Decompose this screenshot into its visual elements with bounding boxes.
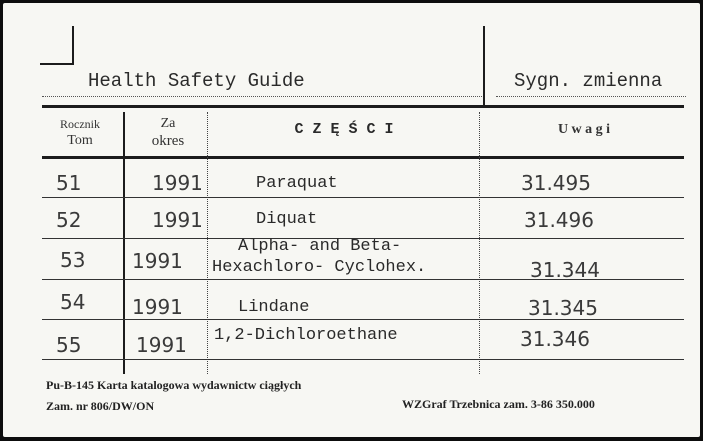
- table-row-czesc: Alpha- and Beta-: [238, 237, 402, 256]
- table-row-czesc-line2: Hexachloro- Cyclohex.: [212, 258, 427, 277]
- header-za: Za: [160, 116, 176, 131]
- signature-dotted-line: [496, 96, 686, 97]
- table-row-okres: 1991: [152, 208, 203, 232]
- table-row-tom: 54: [60, 290, 86, 314]
- table-row-czesc: Diquat: [256, 210, 318, 229]
- table-row-uwagi: 31.345: [528, 296, 598, 320]
- table-row-tom: 55: [56, 333, 82, 357]
- table-row-okres: 1991: [136, 333, 187, 357]
- catalog-card: [3, 3, 700, 437]
- header-top-line: [42, 105, 684, 108]
- title-dotted-line: [42, 96, 482, 97]
- column-divider-1: [123, 112, 125, 374]
- footer-form-id: Pu-B-145 Karta katalogowa wydawnictw ciągłych: [46, 378, 302, 392]
- table-row-tom: 53: [60, 248, 86, 272]
- footer-order-number: Zam. nr 806/DW/ON: [46, 399, 155, 413]
- row-line-1: [42, 197, 684, 198]
- corner-mark-vertical: [72, 26, 74, 64]
- table-row-czesc: Paraquat: [256, 174, 338, 193]
- header-bottom-line: [42, 156, 684, 159]
- header-tom: Tom: [67, 133, 93, 148]
- footer-printer: WZGraf Trzebnica zam. 3-86 350.000: [402, 397, 595, 411]
- header-czesci: C Z Ę Ś C I: [294, 121, 394, 138]
- card-title: Health Safety Guide: [88, 70, 305, 92]
- row-line-5: [42, 359, 684, 360]
- table-row-czesc: Lindane: [238, 298, 310, 317]
- table-row-tom: 52: [56, 208, 82, 232]
- table-row-uwagi: 31.346: [520, 327, 590, 351]
- column-divider-3: [479, 112, 480, 374]
- signature-label: Sygn. zmienna: [514, 70, 663, 92]
- table-row-okres: 1991: [132, 295, 183, 319]
- header-uwagi: U w a g i: [557, 122, 611, 137]
- signature-divider: [483, 26, 485, 106]
- table-row-okres: 1991: [132, 249, 183, 273]
- header-okres: okres: [151, 133, 185, 149]
- column-divider-2: [207, 112, 208, 374]
- table-row-uwagi: 31.496: [524, 208, 594, 232]
- header-rocznik: Rocznik: [60, 117, 100, 131]
- table-row-czesc: 1,2-Dichloroethane: [214, 326, 398, 345]
- table-row-uwagi: 31.495: [521, 171, 591, 195]
- table-row-uwagi: 31.344: [530, 258, 600, 282]
- corner-mark-horizontal: [40, 63, 74, 65]
- table-row-tom: 51: [56, 171, 82, 195]
- table-row-okres: 1991: [152, 171, 203, 195]
